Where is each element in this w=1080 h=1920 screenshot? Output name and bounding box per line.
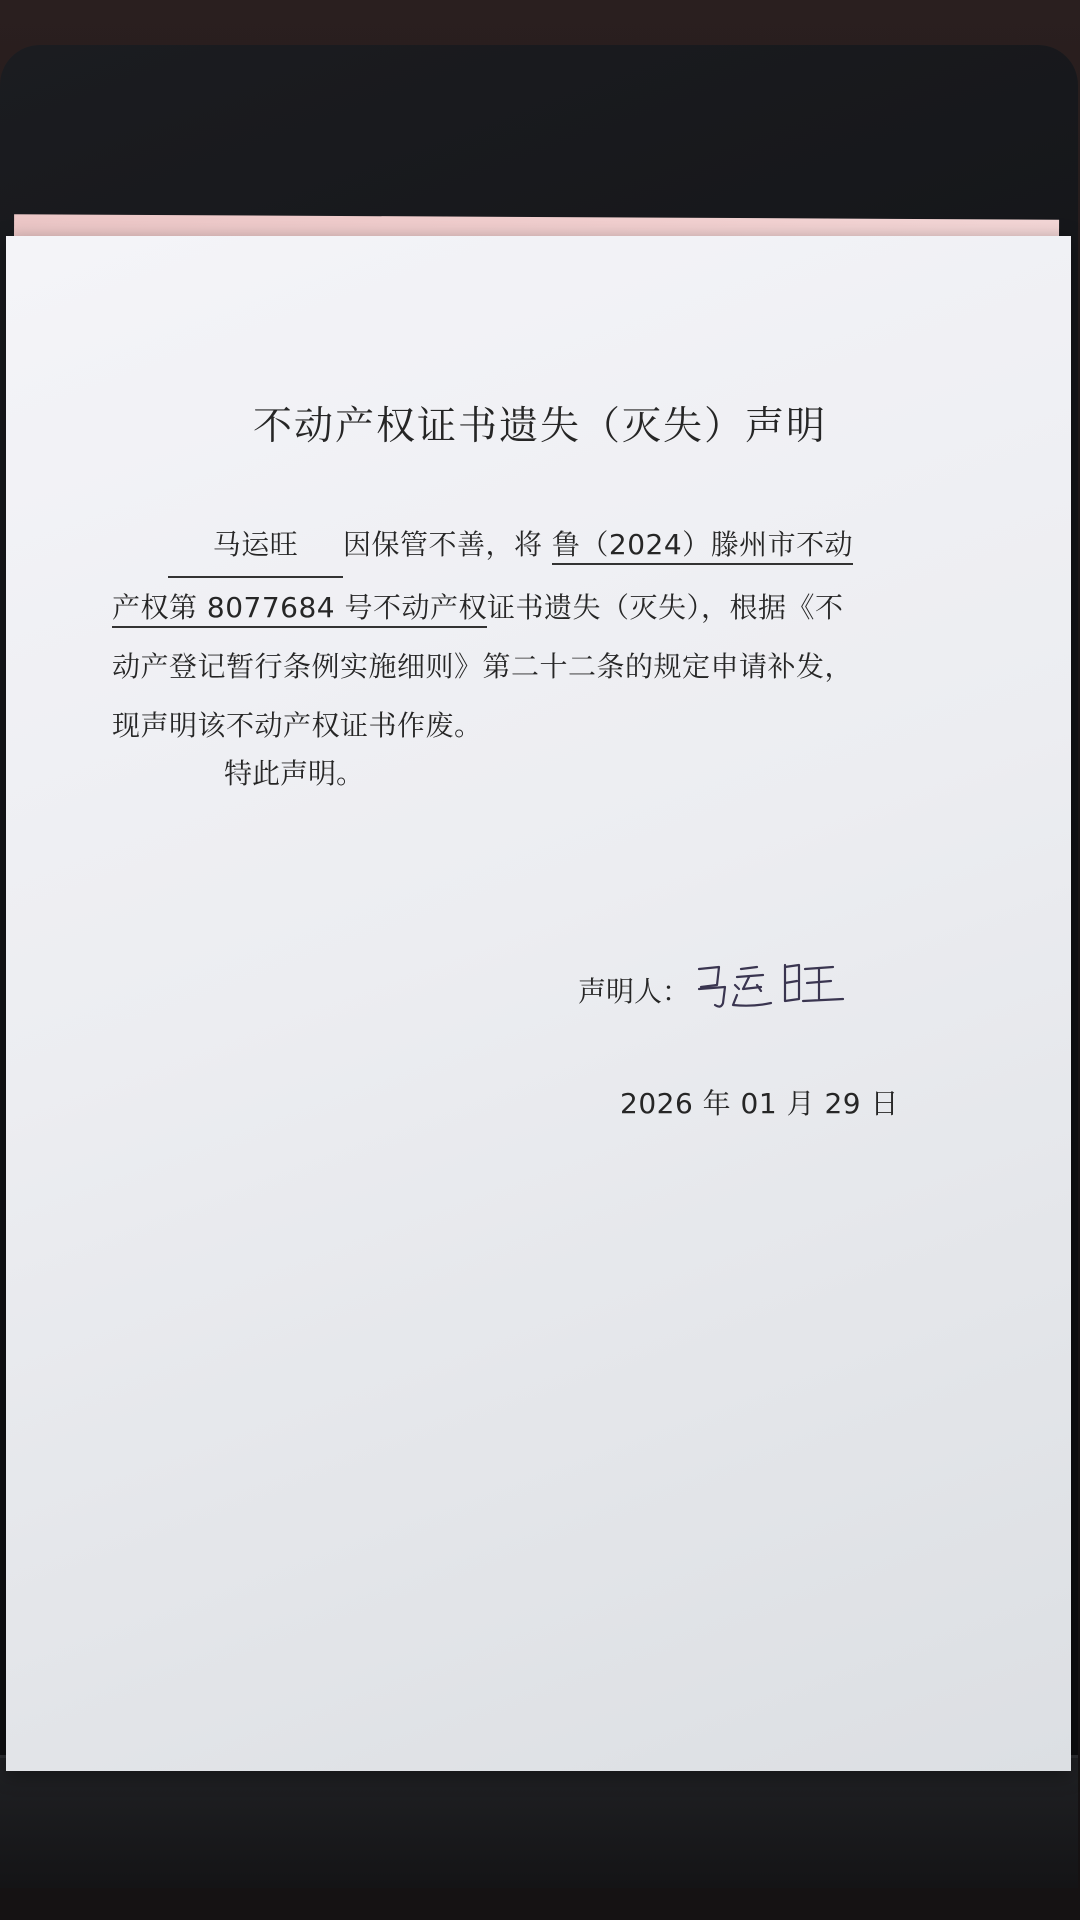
paragraph-line-4: 现声明该不动产权证书作废。 [112, 709, 483, 742]
declaration-date: 2026 年 01 月 29 日 [620, 1087, 900, 1120]
declaration-paragraph [112, 515, 918, 755]
document-title: 不动产权证书遗失（灭失）声明 [252, 404, 827, 449]
paragraph-line-3: 动产登记暂行条例实施细则》第二十二条的规定申请补发， [112, 650, 854, 683]
paper-sheet [6, 236, 1071, 1771]
paragraph-line-2 [112, 578, 918, 637]
after-certificate-text: 证书遗失（灭失），根据《不 [487, 591, 844, 624]
declarant-name-blank: 马运旺 [168, 515, 343, 578]
closing-statement: 特此声明。 [224, 757, 365, 790]
handwritten-signature [693, 955, 853, 1015]
certificate-number-part2: 产权第 8077684 号不动产权 [112, 591, 487, 628]
declarant-label: 声明人： [578, 975, 691, 1008]
after-name-text: 因保管不善，将 [343, 528, 543, 561]
folder-bottom-edge [0, 1755, 1078, 1888]
certificate-number-part1: 鲁（2024）滕州市不动 [552, 528, 853, 565]
paragraph-line-1 [168, 515, 918, 578]
